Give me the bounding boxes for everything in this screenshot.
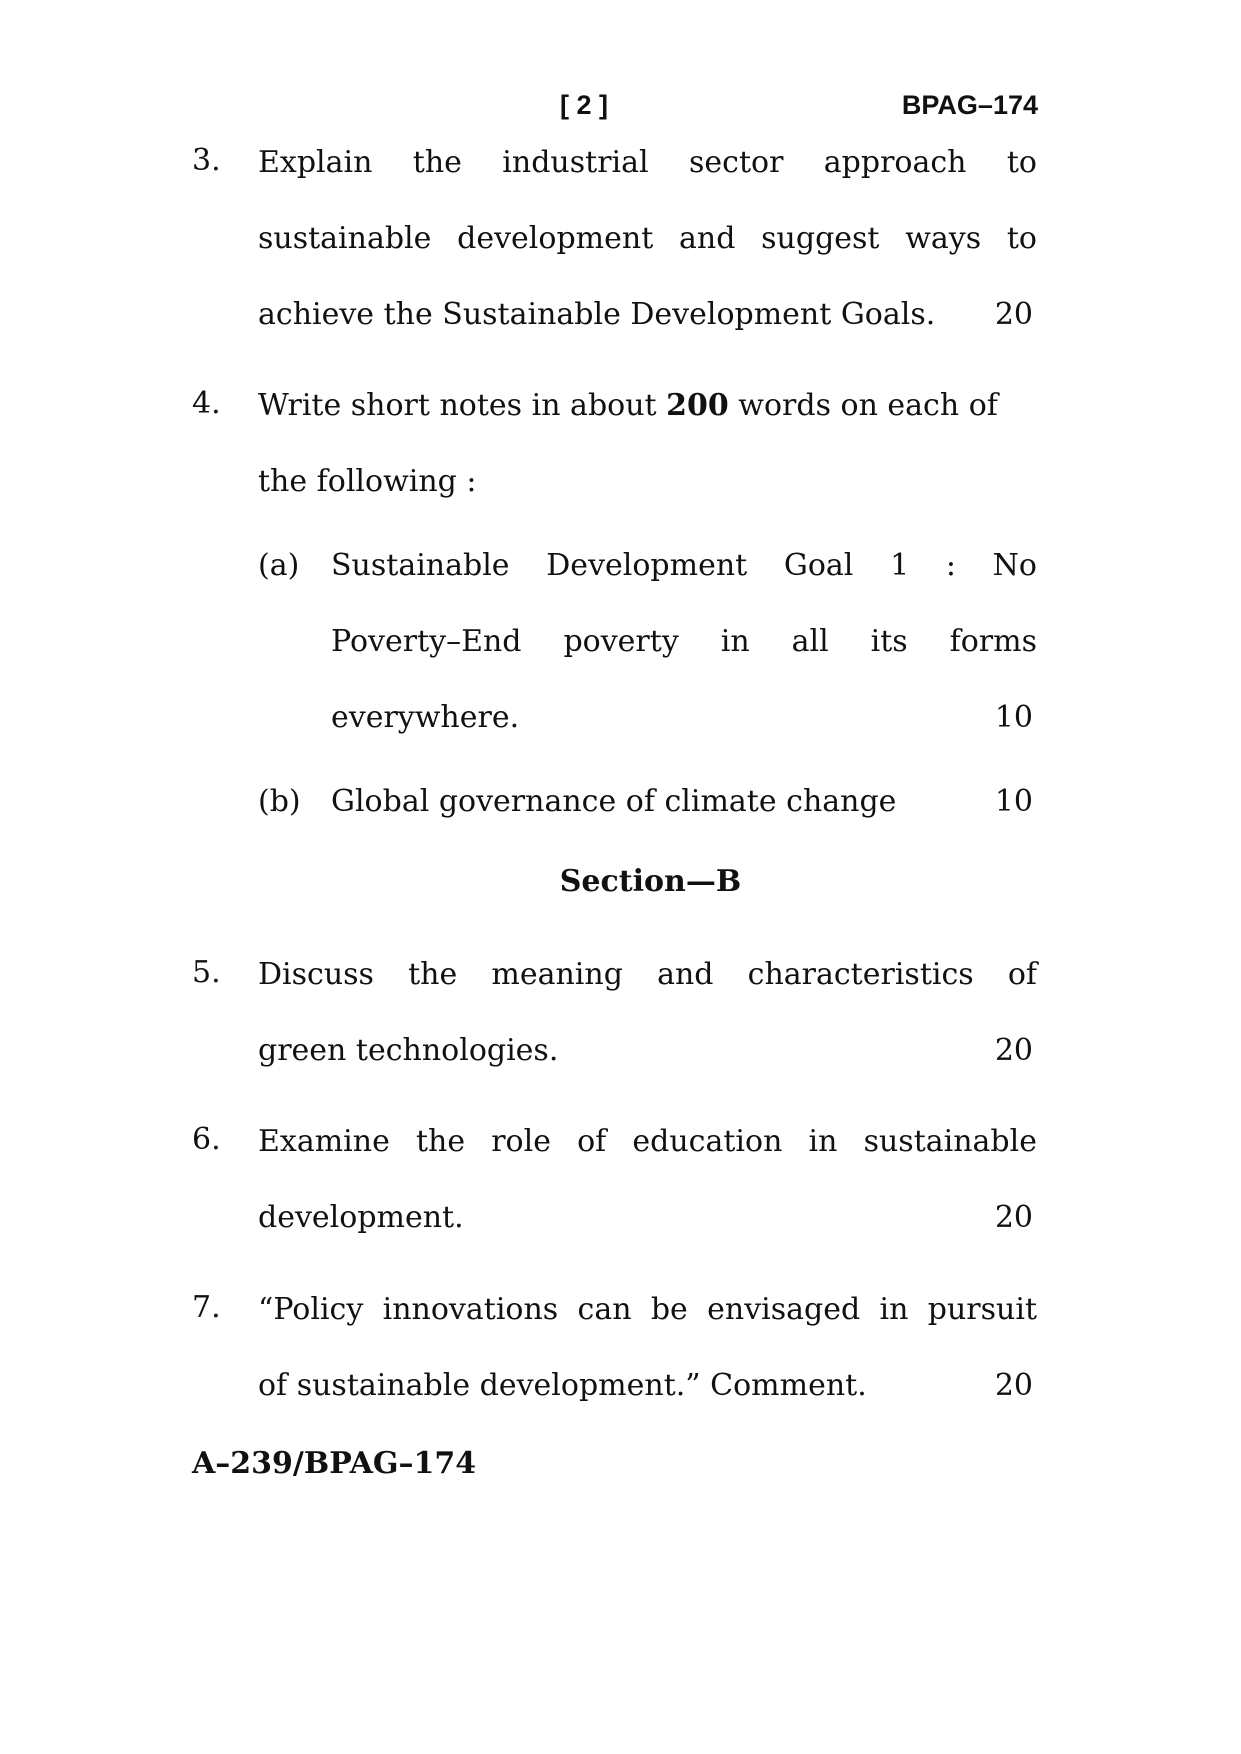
text-part: Write short notes in about: [258, 388, 667, 423]
text: of sustainable development.” Comment.: [258, 1368, 867, 1403]
section-heading: Section—B: [559, 864, 742, 899]
question-number: 4.: [192, 386, 221, 421]
question-number: 6.: [192, 1122, 221, 1157]
text: Poverty–End poverty in all its forms: [331, 624, 1037, 659]
text: [258, 386, 998, 426]
marks: 20: [994, 1033, 1033, 1068]
text: Sustainable Development Goal 1 : No: [331, 548, 1037, 583]
course-code: BPAG–174: [901, 90, 1038, 120]
sub-question-line: [331, 698, 1037, 738]
text: everywhere.: [331, 700, 520, 735]
question-text-line: [258, 1122, 1037, 1162]
question-text-line: [258, 1366, 1037, 1406]
marks: 20: [994, 297, 1033, 332]
marks: 10: [994, 784, 1033, 819]
question-text-line: [258, 462, 1037, 502]
marks: 10: [994, 700, 1033, 735]
question-text-line: [258, 1031, 1037, 1071]
question-text-line: [258, 1198, 1037, 1238]
question-text-line: [258, 955, 1037, 995]
sub-question-line: [331, 546, 1037, 586]
sub-question-label: (b): [258, 784, 301, 819]
question-text-line: [258, 219, 1037, 259]
question-number: 5.: [192, 955, 221, 990]
text: achieve the Sustainable Development Goals.: [258, 297, 936, 332]
sub-question-label: (a): [258, 548, 300, 583]
question-number: 7.: [192, 1290, 221, 1325]
text-part: words on each of: [728, 388, 998, 423]
text: “Policy innovations can be envisaged in pursuit: [258, 1292, 1037, 1327]
question-number: 3.: [192, 143, 221, 178]
question-text-line: [258, 143, 1037, 183]
text: Global governance of climate change: [331, 784, 897, 819]
page-number: [ 2 ]: [560, 90, 609, 120]
text: Explain the industrial sector approach to: [258, 145, 1037, 180]
word-count: 200: [666, 388, 729, 423]
question-text-line: [258, 386, 1037, 426]
text: Discuss the meaning and characteristics of: [258, 957, 1037, 992]
sub-question-line: [331, 622, 1037, 662]
marks: 20: [994, 1368, 1033, 1403]
sub-question-line: [331, 782, 1037, 822]
marks: 20: [994, 1200, 1033, 1235]
text: the following :: [258, 464, 477, 499]
text: sustainable development and suggest ways to: [258, 221, 1037, 256]
question-text-line: [258, 1290, 1037, 1330]
question-text-line: [258, 295, 1037, 335]
text: green technologies.: [258, 1033, 559, 1068]
footer-code: A–239/BPAG–174: [192, 1446, 477, 1481]
text: development.: [258, 1200, 464, 1235]
text: Examine the role of education in sustainable: [258, 1124, 1037, 1159]
